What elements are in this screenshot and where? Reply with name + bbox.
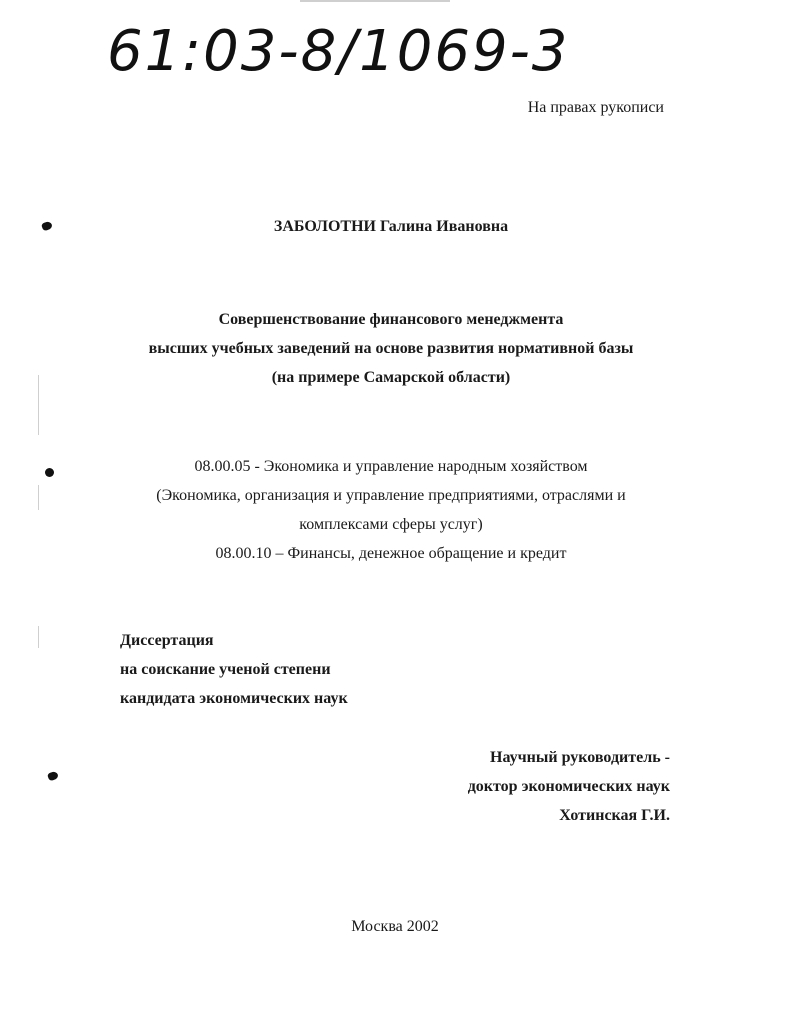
scan-artifact-margin [38, 626, 39, 648]
specialty-line: 08.00.05 - Экономика и управление народным хозяйством [194, 458, 588, 475]
degree-statement [120, 626, 348, 713]
dissertation-title [0, 305, 782, 392]
advisor-line: Научный руководитель - [490, 749, 670, 766]
scan-artifact-top [300, 0, 450, 2]
binder-mark [47, 771, 59, 782]
author-name: ЗАБОЛОТНИ Галина Ивановна [273, 218, 509, 235]
specialty-line: (Экономика, организация и управление предприятиями, отраслями и [156, 487, 626, 504]
advisor-line: доктор экономических наук [467, 778, 670, 795]
specialty-line: комплексами сферы услуг) [299, 516, 483, 533]
specialty-codes [0, 452, 782, 568]
specialty-line: 08.00.10 – Финансы, денежное обращение и кредит [215, 545, 567, 562]
rights-note: На правах рукописи [527, 99, 664, 116]
title-line: (на примере Самарской области) [271, 369, 511, 386]
title-line: высших учебных заведений на основе развития нормативной базы [148, 340, 634, 357]
handwritten-call-number [105, 8, 575, 88]
scientific-advisor [468, 743, 670, 830]
call-number-text: 61:03-8/1069-3 [107, 19, 570, 84]
degree-line: кандидата экономических наук [120, 690, 348, 707]
call-number-svg [105, 8, 575, 88]
title-line: Совершенствование финансового менеджмента [218, 311, 564, 328]
city-year: Москва 2002 [351, 918, 439, 935]
degree-line: Диссертация [120, 632, 214, 649]
degree-line: на соискание ученой степени [120, 661, 331, 678]
advisor-line: Хотинская Г.И. [559, 807, 670, 824]
